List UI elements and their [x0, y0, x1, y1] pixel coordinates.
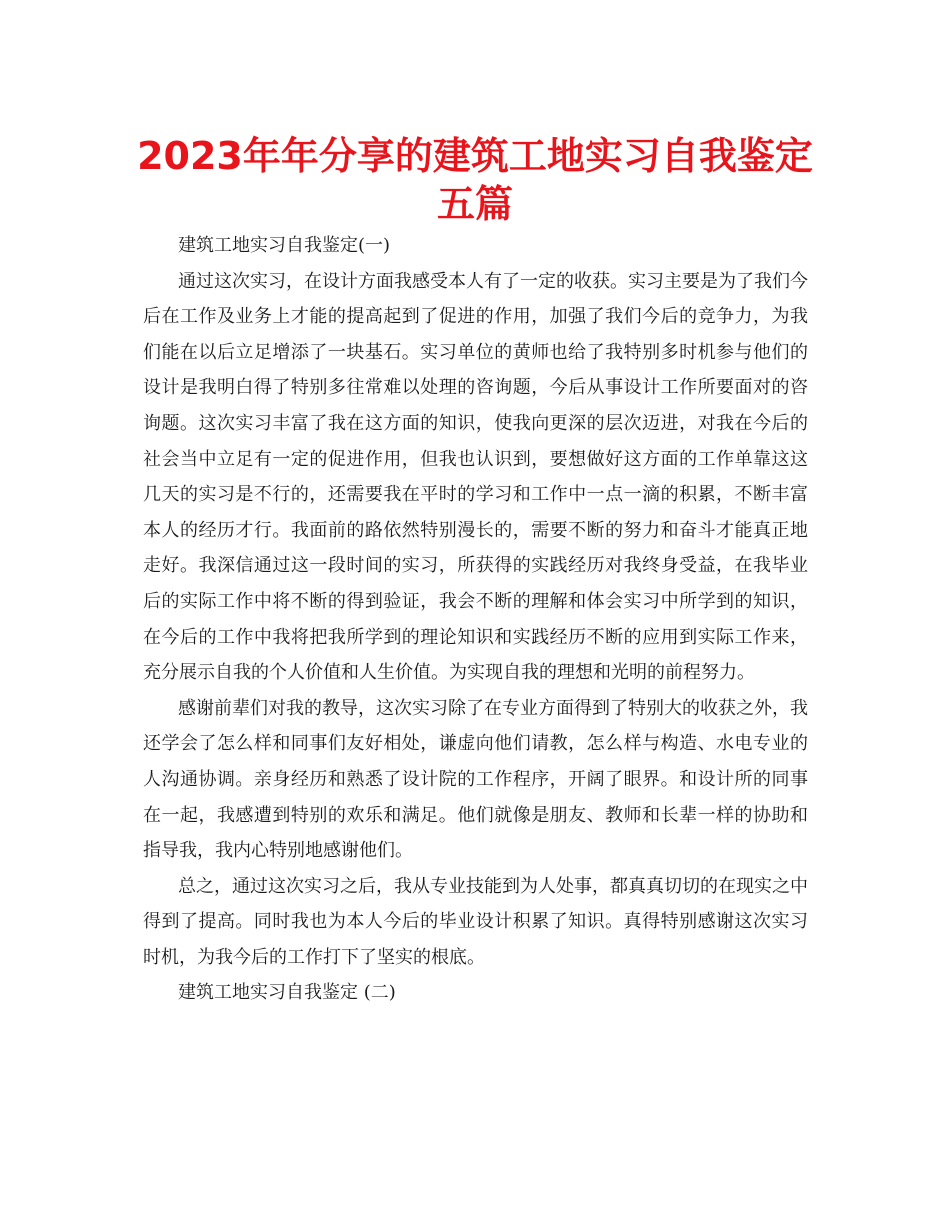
section-heading-2: 建筑工地实习自我鉴定 (二) — [178, 982, 396, 1004]
document-title: 2023年年分享的建筑工地实习自我鉴定五篇 — [137, 134, 813, 226]
paragraph-2: 感谢前辈们对我的教导，这次实习除了在专业方面得到了特别大的收获之外，我还学会了怎么样和同事们友好相处，谦虚向他们请教，怎么样与构造、水电专业的人沟通协调。亲身经历和熟悉了设计院的工作程序，开阔了眼界。和设计所的同事在一起，我感遭到特别的欢乐和满足。他们就像是朋友、教师和长辈一样的协助和指导我，我内心特别地感谢他们。 — [143, 697, 808, 862]
paragraph-3: 总之，通过这次实习之后，我从专业技能到为人处事，都真真切切的在现实之中得到了提高。同时我也为本人今后的毕业设计积累了知识。真得特别感谢这次实习时机，为我今后的工作打下了坚实的根底。 — [143, 875, 808, 968]
section-heading-1: 建筑工地实习自我鉴定(一) — [178, 235, 391, 256]
paragraph-1: 通过这次实习，在设计方面我感受本人有了一定的收获。实习主要是为了我们今后在工作及业务上才能的提高起到了促进的作用，加强了我们今后的竞争力，为我们能在以后立足增添了一块基石。实习单位的黄师也给了我特别多时机参与他们的设计是我明白得了特别多往常难以处理的咨询题，今后从事设计工作所要面对的咨询题。这次实习丰富了我在这方面的知识，使我向更深的层次迈进，对我在今后的社会当中立足有一定的促进作用，但我也认识到，要想做好这方面的工作单靠这这几天的实习是不行的，还需要我在平时的学习和工作中一点一滴的积累，不断丰富本人的经历才行。我面前的路依然特别漫长的，需要不断的努力和奋斗才能真正地走好。我深信通过这一段时间的实习，所获得的实践经历对我终身受益，在我毕业后的实际工作中将不断的得到验证，我会不断的理解和体会实习中所学到的知识，在今后的工作中我将把我所学到的理论知识和实践经历不断的应用到实际工作来，充分展示自我的个人价值和人生价值。为实现自我的理想和光明的前程努力。 — [143, 270, 808, 684]
document-body — [143, 228, 808, 1011]
